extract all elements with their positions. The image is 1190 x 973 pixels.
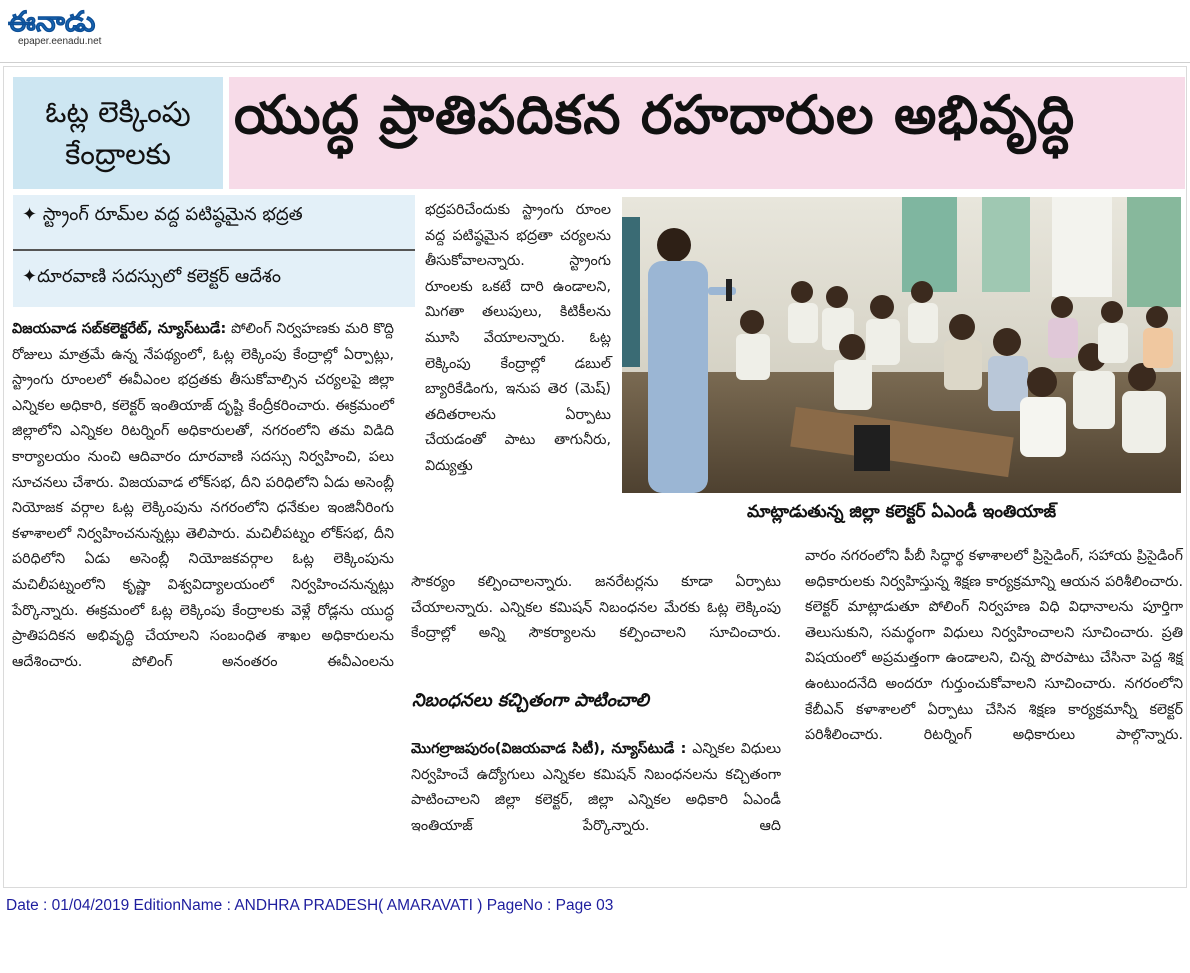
dateline-vijayawada: విజయవాడ సబ్‌కలెక్టరేట్, న్యూస్‌టుడే: <box>12 321 227 337</box>
window-2 <box>982 197 1030 292</box>
column-1-body: పోలింగ్ నిర్వహణకు మరి కొద్ది రోజులు మాత్రమే ఉన్న నేపథ్యంలో, ఓట్ల లెక్కింపు కేంద్రాల్లో ఏర్పాట్లు, స్ట్రాంగు రూంలలో ఈవీఎంల భద్రతకు తీసుకోవాల్సిన చర్యలపై జిల్లా ఎన్నికల అధికారి, కలెక్టర్ ఇంతియాజ్ దృష్టి కేంద్రీకరించారు. ఈక్రమంలో జిల్లాలోని ఎన్నికల రిటర్నింగ్ అధికారులతో, నగరంలోని తమ విడిది కార్యాలయం నుంచి ఆదివారం దూరవాణి సదస్సు నిర్వహించి, పలు సూచనలు చేశారు. విజయవాడ లోక్‌సభ, దీని పరిధిలోని ఏడు అసెంబ్లీ నియోజక వర్గాల ఓట్ల లెక్కింపును నగరంలోని ధనేకుల ఇంజినీరింగు కళాశాలలో నిర్వహించనున్నట్లు తెలిపారు. మచిలీపట్నం లోక్‌సభ, దీని పరిధిలోని ఏడు అసెంబ్లీ నియోజకవర్గాల ఓట్ల లెక్కింపును మచిలీపట్నంలోని కృష్ణా విశ్వవిద్యాలయంలో నిర్వహించనున్నట్లు పేర్కొన్నారు. ఈక్రమంలో ఓట్ల లెక్కింపు కేంద్రాలకు వెళ్లే రోడ్లను యుద్ధ ప్రాతిపదికన అభివృద్ధి చేయాలని సంబంధిత శాఖల అధికారులను ఆదేశించారు. పోలింగ్ అనంతరం ఈవీఎంలను <box>12 321 395 670</box>
bag <box>854 425 890 471</box>
article-column-2-middle: సౌకర్యం కల్పించాలన్నారు. జనరేటర్లను కూడా ఏర్పాటు చేయాలన్నారు. ఎన్నికల కమిషన్ నిబంధనల మేరకు ఓట్ల లెక్కింపు కేంద్రాల్లో అన్ని సౌకర్యాలను కల్పించాలని సూచించారు. <box>411 574 781 642</box>
masthead-divider <box>0 62 1190 63</box>
subhead-strong-room: ✦ స్ట్రాంగ్ రూమ్‌ల వద్ద పటిష్ఠమైన భద్రత <box>22 204 303 225</box>
news-photo[interactable] <box>622 197 1181 493</box>
kicker-line-2: కేంద్రాలకు <box>65 137 171 171</box>
photo-illustration <box>622 197 1181 493</box>
window-3 <box>1052 197 1112 297</box>
dateline-mogalrajapuram: మొగల్రాజపురం(విజయవాడ సిటీ), న్యూస్‌టుడే : <box>411 741 687 757</box>
window-4 <box>1127 197 1181 307</box>
headline: యుద్ధ ప్రాతిపదికన రహదారుల అభివృద్ధి <box>234 85 1076 146</box>
subhead-divider <box>13 249 415 251</box>
kicker-box <box>13 77 223 189</box>
article-column-3: వారం నగరంలోని పీబీ సిద్ధార్థ కళాశాలలో ప్రిసైడింగ్, సహాయ ప్రిసైడింగ్ అధికారులకు నిర్వహిస్తున్న శిక్షణ కార్యక్రమాన్ని ఆయన పరిశీలించారు. కలెక్టర్ మాట్లాడుతూ పోలింగ్ నిర్వహణ విధి విధానాలను పూర్తిగా తెలుసుకుని, సమర్థంగా విధులు నిర్వహించాలని సూచించారు. ప్రతి విషయంలో అప్రమత్తంగా ఉండాలని, చిన్న పొరపాటు చేసినా పెద్ద శిక్ష ఉంటుందనేది అందరూ గుర్తుంచుకోవాలని సూచించారు. నగరంలోని కేబీఎన్ కళాశాలలో ఏర్పాటు చేసిన శిక్షణ కార్యక్రమాన్నీ కలెక్టర్ పరిశీలించారు. రిటర్నింగ్ అధికారులు పాల్గొన్నారు. <box>805 548 1183 744</box>
window-1 <box>902 197 957 292</box>
edition-info: Date : 01/04/2019 EditionName : ANDHRA PRADESH( AMARAVATI ) PageNo : Page 03 <box>6 897 614 914</box>
article-column-1 <box>12 317 394 675</box>
epaper-url[interactable]: epaper.eenadu.net <box>18 36 102 47</box>
column-2-body: ఎన్నికల విధులు నిర్వహించే ఉద్యోగులు ఎన్నికల కమిషన్ నిబంధనలను కచ్చితంగా పాటించాలని జిల్లా కలెక్టర్, జిల్లా ఎన్నికల అధికారి ఏఎండీ ఇంతియాజ్ పేర్కొన్నారు. ఆది <box>411 741 782 834</box>
microphone <box>726 279 732 301</box>
article-column-2-top: భద్రపరిచేందుకు స్ట్రాంగు రూంల వద్ద పటిష్ఠమైన భద్రతా చర్యలను తీసుకోవాలన్నారు. స్ట్రాంగు రూంలకు ఒకటే దారి ఉండాలని, మిగతా తలుపులు, కిటికీలను మూసి వేయాలన్నారు. ఓట్ల లెక్కింపు కేంద్రాల్లో డబుల్ బ్యారికేడింగు, ఇనుప తెర (మెష్) తదితరాలను ఏర్పాటు చేయడంతో పాటు తాగునీరు, విద్యుత్తు <box>425 202 611 474</box>
logo-wordmark: ఈనాడు <box>8 5 96 38</box>
section-heading: నిబంధనలు కచ్చితంగా పాటించాలి <box>412 690 649 711</box>
kicker-line-1: ఓట్ల లెక్కింపు <box>45 94 191 129</box>
article-column-2-bottom <box>411 737 781 839</box>
photo-caption: మాట్లాడుతున్న జిల్లా కలెక్టర్ ఏఎండీ ఇంతియాజ్ <box>746 502 1057 522</box>
door <box>622 217 640 367</box>
eenadu-logo[interactable] <box>8 4 136 38</box>
subhead-teleconference: ✦దూరవాణి సదస్సులో కలెక్టర్ ఆదేశం <box>22 266 281 287</box>
